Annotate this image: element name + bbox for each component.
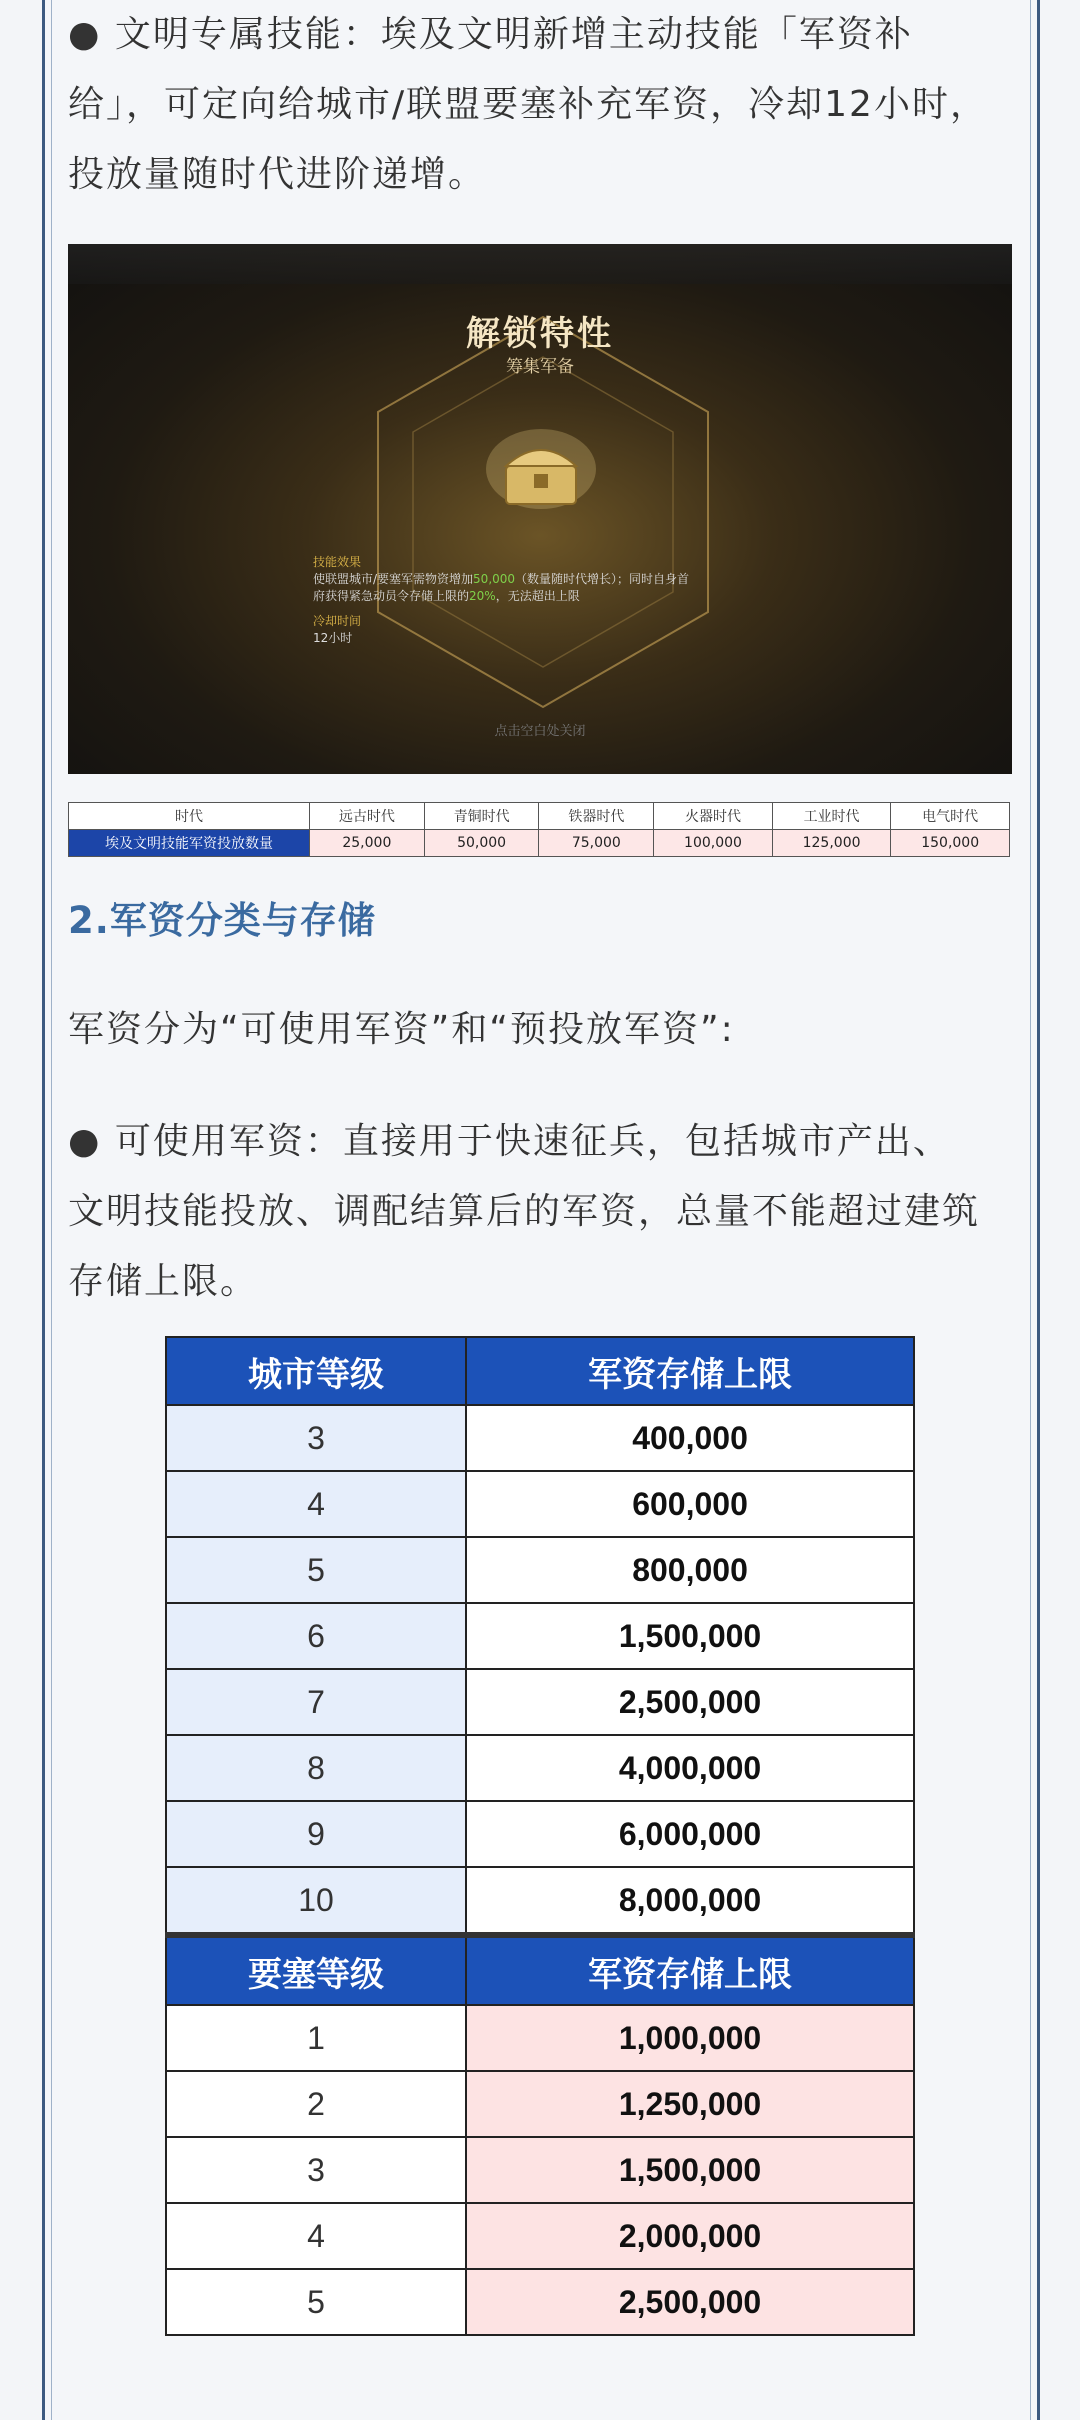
fort-level: 2 bbox=[166, 2071, 466, 2137]
city-capacity: 8,000,000 bbox=[466, 1867, 914, 1935]
unlock-title: 解锁特性 bbox=[466, 314, 614, 354]
city-capacity: 400,000 bbox=[466, 1405, 914, 1471]
storage-table bbox=[165, 1336, 915, 2336]
fort-level: 5 bbox=[166, 2269, 466, 2335]
city-row bbox=[166, 1801, 914, 1867]
fort-row bbox=[166, 2005, 914, 2071]
city-row bbox=[166, 1735, 914, 1801]
city-capacity: 6,000,000 bbox=[466, 1801, 914, 1867]
fort-row bbox=[166, 2071, 914, 2137]
p2-line-2: 文明技能投放、调配结算后的军资，总量不能超过建筑 bbox=[68, 1191, 981, 1232]
city-level: 9 bbox=[166, 1801, 466, 1867]
city-capacity: 600,000 bbox=[466, 1471, 914, 1537]
era-value: 75,000 bbox=[539, 830, 654, 857]
intro-paragraph bbox=[68, 0, 1012, 210]
era-table bbox=[68, 802, 1010, 857]
bullet-icon: ● bbox=[68, 1121, 102, 1162]
era-col: 工业时代 bbox=[772, 803, 891, 830]
era-col: 电气时代 bbox=[891, 803, 1010, 830]
city-capacity: 2,500,000 bbox=[466, 1669, 914, 1735]
city-row bbox=[166, 1537, 914, 1603]
era-header-label: 时代 bbox=[69, 803, 310, 830]
fort-row bbox=[166, 2203, 914, 2269]
effect-line-1a: 使联盟城市/要塞军需物资增加 bbox=[313, 572, 474, 586]
city-capacity: 1,500,000 bbox=[466, 1603, 914, 1669]
p2-line-1: 可使用军资：直接用于快速征兵，包括城市产出、 bbox=[101, 1121, 951, 1162]
era-col: 火器时代 bbox=[654, 803, 773, 830]
effect-percent: 20% bbox=[469, 589, 496, 603]
section-paragraph-2 bbox=[68, 1107, 1012, 1317]
section-paragraph-1: 军资分为“可使用军资”和“预投放军资”: bbox=[68, 1009, 735, 1050]
intro-line-2: 给」，可定向给城市/联盟要塞补充军资，冷却12小时， bbox=[68, 84, 988, 125]
city-capacity: 800,000 bbox=[466, 1537, 914, 1603]
era-col: 青铜时代 bbox=[424, 803, 539, 830]
city-level: 5 bbox=[166, 1537, 466, 1603]
city-level: 3 bbox=[166, 1405, 466, 1471]
bullet-icon: ● bbox=[68, 14, 102, 55]
era-value: 125,000 bbox=[772, 830, 891, 857]
game-top-bar bbox=[68, 244, 1012, 284]
intro-line-3: 投放量随时代进阶递增。 bbox=[68, 154, 487, 195]
city-level: 4 bbox=[166, 1471, 466, 1537]
unlock-subtitle: 筹集军备 bbox=[506, 357, 574, 377]
era-value: 25,000 bbox=[310, 830, 425, 857]
game-screenshot bbox=[68, 244, 1012, 774]
city-capacity: 4,000,000 bbox=[466, 1735, 914, 1801]
fort-level: 1 bbox=[166, 2005, 466, 2071]
skill-effect-text bbox=[313, 554, 773, 647]
era-value: 50,000 bbox=[424, 830, 539, 857]
fort-capacity: 1,000,000 bbox=[466, 2005, 914, 2071]
effect-line-2a: 府获得紧急动员令存储上限的 bbox=[313, 589, 470, 603]
fort-row bbox=[166, 2269, 914, 2335]
city-level: 7 bbox=[166, 1669, 466, 1735]
cooldown-heading: 冷却时间 bbox=[313, 614, 362, 628]
fort-capacity: 1,500,000 bbox=[466, 2137, 914, 2203]
city-cap-header: 军资存储上限 bbox=[466, 1337, 914, 1405]
city-row bbox=[166, 1669, 914, 1735]
treasure-chest-icon bbox=[486, 424, 596, 514]
city-level: 6 bbox=[166, 1603, 466, 1669]
fort-cap-header: 军资存储上限 bbox=[466, 1935, 914, 2005]
era-value: 100,000 bbox=[654, 830, 773, 857]
effect-line-1c: （数量随时代增长）；同时自身首 bbox=[515, 572, 690, 586]
effect-amount: 50,000 bbox=[473, 572, 516, 586]
cooldown-value: 12小时 bbox=[313, 631, 353, 645]
city-row bbox=[166, 1603, 914, 1669]
fort-capacity: 1,250,000 bbox=[466, 2071, 914, 2137]
fort-capacity: 2,000,000 bbox=[466, 2203, 914, 2269]
city-level: 10 bbox=[166, 1867, 466, 1935]
era-value: 150,000 bbox=[891, 830, 1010, 857]
city-row bbox=[166, 1867, 914, 1935]
fort-level-header: 要塞等级 bbox=[166, 1935, 466, 2005]
section-title: 2.军资分类与存储 bbox=[68, 899, 376, 942]
p2-line-3: 存储上限。 bbox=[68, 1261, 259, 1302]
city-row bbox=[166, 1405, 914, 1471]
era-row-label: 埃及文明技能军资投放数量 bbox=[69, 830, 310, 857]
effect-line-2c: ，无法超出上限 bbox=[495, 589, 580, 603]
close-hint[interactable]: 点击空白处关闭 bbox=[494, 724, 586, 739]
fort-row bbox=[166, 2137, 914, 2203]
intro-line-1: 文明专属技能：埃及文明新增主动技能「军资补 bbox=[101, 14, 913, 55]
effect-heading: 技能效果 bbox=[313, 555, 362, 569]
fort-level: 4 bbox=[166, 2203, 466, 2269]
era-col: 远古时代 bbox=[310, 803, 425, 830]
fort-level: 3 bbox=[166, 2137, 466, 2203]
city-level: 8 bbox=[166, 1735, 466, 1801]
era-col: 铁器时代 bbox=[539, 803, 654, 830]
fort-capacity: 2,500,000 bbox=[466, 2269, 914, 2335]
city-row bbox=[166, 1471, 914, 1537]
city-level-header: 城市等级 bbox=[166, 1337, 466, 1405]
